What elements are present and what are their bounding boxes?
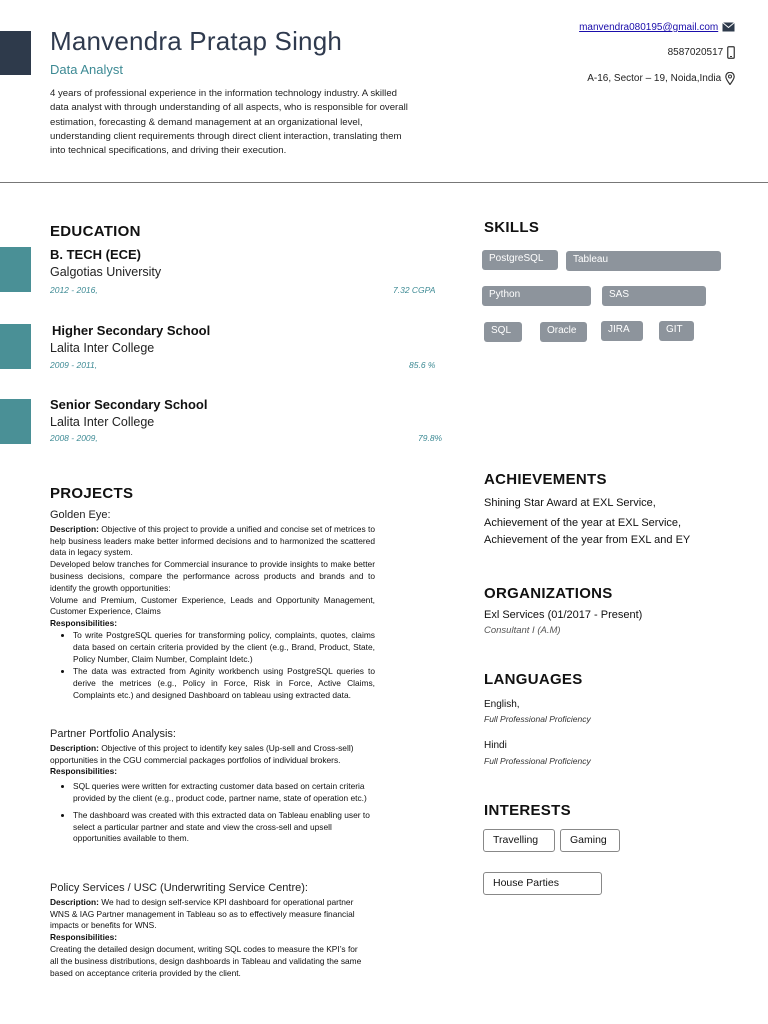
education-marker-3 — [0, 399, 31, 444]
education-heading: EDUCATION — [50, 223, 141, 240]
education-marker-1 — [0, 247, 31, 292]
candidate-name: Manvendra Pratap Singh — [50, 26, 343, 56]
project-areas: Volume and Premium, Customer Experience, Leads and Opportunity Management, Customer Experience, Claims — [50, 594, 375, 617]
education-institution: Lalita Inter College — [50, 341, 155, 355]
phone-number: 8587020517 — [667, 47, 724, 59]
achievement-item: Achievement of the year at EXL Service, — [484, 517, 682, 529]
profile-summary: 4 years of professional experience in the information technology industry. A skilled data analyst with through understanding of all aspects, who is responsible for overall estimation, forecasting & demand management at an organizational level, understanding client requirements through direct client interaction, translating them into technical specifications, and driving their execution. — [50, 88, 408, 157]
education-score: 7.32 CGPA — [393, 285, 436, 295]
responsibilities-label: Responsibilities: — [50, 932, 118, 943]
education-degree: Higher Secondary School — [52, 323, 211, 338]
contact-email[interactable] — [579, 22, 735, 33]
project-description — [50, 524, 375, 559]
address-text: A-16, Sector – 19, Noida,India — [587, 73, 722, 85]
project-description — [50, 897, 362, 932]
skill-tag: SAS — [602, 286, 706, 306]
skill-tag: Python — [482, 286, 591, 306]
language-level: Full Professional Proficiency — [484, 756, 591, 766]
list-item: • The data was extracted from Aginity workbench using PostgreSQL queries to derive the metrices (e.g., Policy in Force, Risk in Force, Active Claims, Complaints etc.) and designed Dashboard on tableau using extracted data. — [73, 666, 375, 701]
header-accent-block — [0, 31, 31, 75]
list-item: • SQL queries were written for extracting customer data based on certain criteria provided by the client (e.g., product code, partner name, state of operation etc.) — [73, 781, 372, 805]
mobile-phone-icon — [727, 46, 735, 59]
education-degree: B. TECH (ECE) — [50, 247, 141, 262]
skill-tag: Tableau — [566, 251, 721, 271]
skill-tag: GIT — [659, 321, 694, 341]
skill-tag: JIRA — [601, 321, 643, 341]
organization-title: Consultant I (A.M) — [484, 625, 561, 636]
language-name: English, — [484, 699, 520, 710]
education-years: 2008 - 2009, — [50, 433, 98, 443]
interest-tag: House Parties — [483, 872, 602, 895]
project-title: Golden Eye: — [50, 509, 111, 521]
achievement-item: Shining Star Award at EXL Service, — [484, 497, 656, 509]
skills-heading: SKILLS — [484, 219, 540, 236]
responsibilities-label: Responsibilities: — [50, 766, 118, 777]
project-golden-eye — [50, 510, 375, 703]
header-divider — [0, 182, 768, 183]
list-item: • The dashboard was created with this extracted data on Tableau enabling user to select a particular partner and state and view the cross-sell and upsell opportunities available to them. — [73, 810, 372, 845]
envelope-icon — [722, 22, 735, 32]
project-title: Partner Portfolio Analysis: — [50, 728, 176, 740]
education-years: 2009 - 2011, — [50, 360, 98, 370]
education-marker-2 — [0, 324, 31, 369]
description-label: Description: — [50, 896, 99, 907]
project-description — [50, 743, 372, 767]
description-text: We had to design self-service KPI dashboard for operational partner WNS & IAG Partner management in Tableau so as to effectively measure financial impacts or benefits for WNS. — [50, 896, 355, 931]
projects-heading: PROJECTS — [50, 485, 134, 502]
responsibilities-text: Creating the detailed design document, writing SQL codes to measure the KPI’s for all the business distributions, design dashboards in Tableau and validating the same based on acceptance criteria provided by the client. — [50, 943, 362, 978]
organization-company: Exl Services (01/2017 - Present) — [484, 609, 643, 621]
skill-tag: PostgreSQL — [482, 250, 558, 270]
education-degree: Senior Secondary School — [50, 397, 208, 412]
education-institution: Galgotias University — [50, 265, 162, 279]
email-link[interactable]: manvendra080195@gmail.com — [579, 22, 719, 33]
responsibilities-label: Responsibilities: — [50, 618, 118, 629]
list-item: • To write PostgreSQL queries for transforming policy, complaints, quotes, claims data based on certain criteria provided by the client (e.g., Brand, Product, State, Policy Number, Claim Number, Complaint Idetc.) — [73, 630, 375, 665]
achievement-item: Achievement of the year from EXL and EY — [484, 534, 691, 546]
project-policy-services — [50, 883, 362, 979]
contact-phone — [668, 46, 735, 59]
education-institution: Lalita Inter College — [50, 415, 155, 429]
job-title: Data Analyst — [50, 62, 123, 77]
education-years: 2012 - 2016, — [50, 285, 98, 295]
achievements-heading: ACHIEVEMENTS — [484, 471, 607, 488]
responsibilities-list — [50, 781, 372, 845]
skill-tag: SQL — [484, 322, 522, 342]
interest-tag: Travelling — [483, 829, 555, 852]
description-text: Objective of this project to provide a unified and concise set of metrices to help business leaders make better informed decisions and to harmonized the scattered data in legacy system. — [50, 523, 375, 558]
education-score: 79.8% — [418, 433, 443, 443]
contact-address — [587, 72, 735, 85]
description-text: Objective of this project to identify key sales (Up-sell and Cross-sell) opportunities in the CGU commercial packages portfolios of individual brokers. — [50, 742, 354, 765]
education-score: 85.6 % — [409, 360, 436, 370]
project-title: Policy Services / USC (Underwriting Service Centre): — [50, 882, 308, 894]
project-partner-portfolio — [50, 729, 372, 846]
responsibilities-list — [50, 630, 375, 702]
map-pin-icon — [725, 72, 735, 85]
languages-heading: LANGUAGES — [484, 671, 583, 688]
organizations-heading: ORGANIZATIONS — [484, 585, 613, 602]
language-name: Hindi — [484, 740, 507, 751]
skill-tag: Oracle — [540, 322, 587, 342]
project-tranches: Developed below tranches for Commercial insurance to provide insights to make better business decisions, compare the performance across products and brands and to identify the growth opportunities: — [50, 559, 375, 593]
interest-tag: Gaming — [560, 829, 620, 852]
description-label: Description: — [50, 523, 99, 534]
language-level: Full Professional Proficiency — [484, 714, 591, 724]
interests-heading: INTERESTS — [484, 802, 571, 819]
description-label: Description: — [50, 742, 99, 753]
